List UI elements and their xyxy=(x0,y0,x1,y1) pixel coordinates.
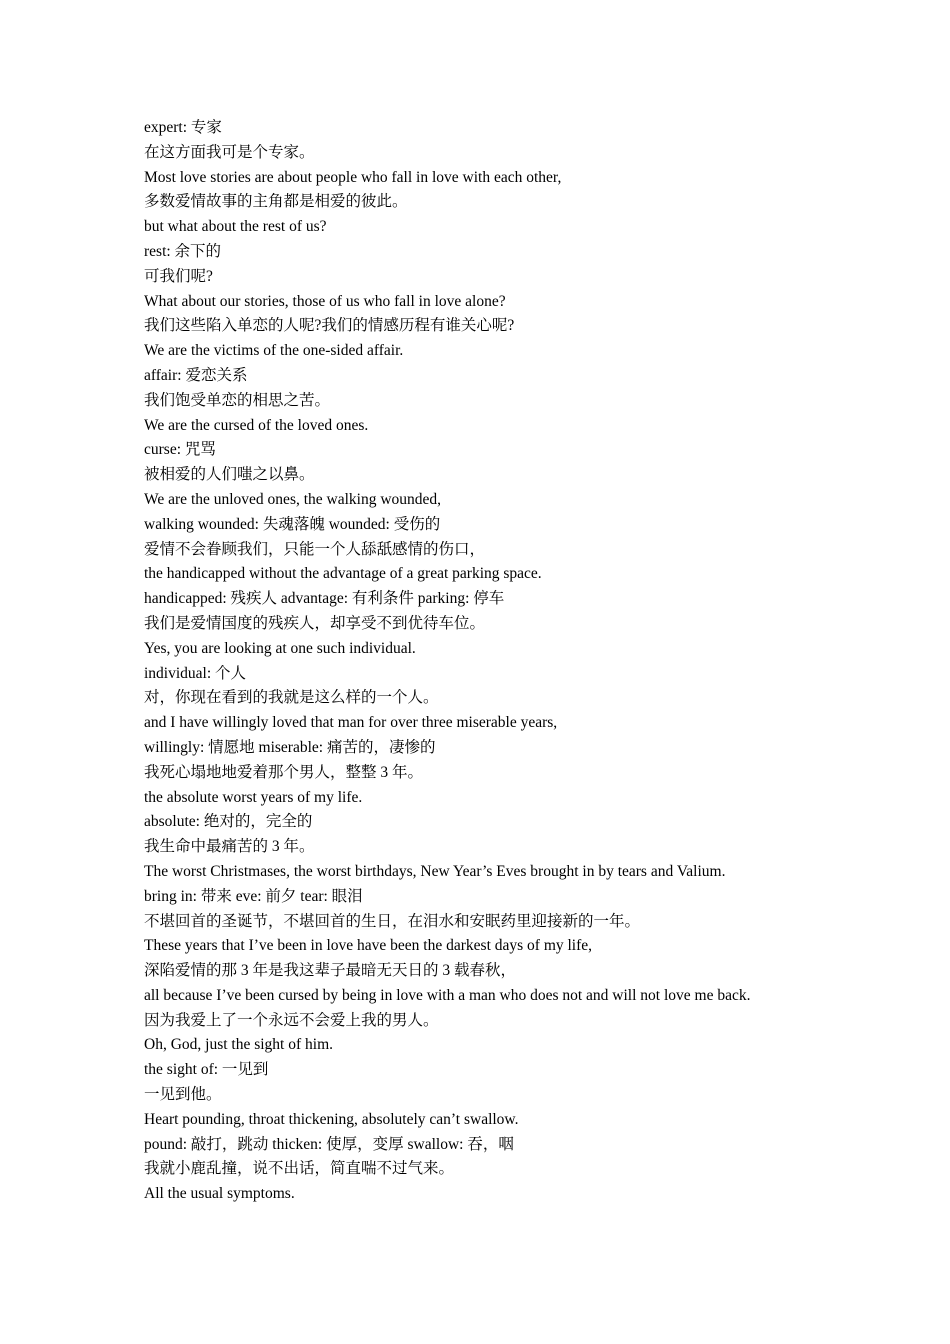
text-line: Most love stories are about people who fall in love with each other, xyxy=(144,168,562,186)
text-line: We are the unloved ones, the walking wounded, xyxy=(144,490,442,508)
text-line: but what about the rest of us? xyxy=(144,218,327,236)
text-line: walking wounded: 失魂落魄 wounded: 受伤的 xyxy=(144,515,441,533)
text-line: 我们是爱情国度的残疾人，却享受不到优待车位。 xyxy=(144,614,486,632)
text-line: absolute: 绝对的，完全的 xyxy=(144,813,313,831)
text-line: curse: 咒骂 xyxy=(144,441,216,459)
text-line: affair: 爱恋关系 xyxy=(144,366,248,384)
text-line: 在这方面我可是个专家。 xyxy=(144,143,315,161)
text-line: the sight of: 一见到 xyxy=(144,1061,269,1079)
text-line: 被相爱的人们嗤之以鼻。 xyxy=(144,466,315,484)
text-line: 不堪回首的圣诞节，不堪回首的生日，在泪水和安眠药里迎接新的一年。 xyxy=(144,912,641,930)
text-line: What about our stories, those of us who fall in love alone? xyxy=(144,292,506,310)
text-line: 一见到他。 xyxy=(144,1086,222,1104)
text-line: 我就小鹿乱撞，说不出话，简直喘不过气来。 xyxy=(144,1160,455,1178)
text-line: bring in: 带来 eve: 前夕 tear: 眼泪 xyxy=(144,887,363,905)
text-line: 对，你现在看到的我就是这么样的一个人。 xyxy=(144,689,439,707)
text-line: handicapped: 残疾人 advantage: 有利条件 parking: 停车 xyxy=(144,590,505,608)
text-line: The worst Christmases, the worst birthdays, New Year’s Eves brought in by tears and Valium. xyxy=(144,862,726,880)
text-line: rest: 余下的 xyxy=(144,242,222,260)
text-line: These years that I’ve been in love have been the darkest days of my life, xyxy=(144,937,593,955)
text-line: the handicapped without the advantage of a great parking space. xyxy=(144,565,542,583)
text-line: Heart pounding, throat thickening, absolutely can’t swallow. xyxy=(144,1110,519,1128)
text-line: expert: 专家 xyxy=(144,119,222,136)
text-line: Oh, God, just the sight of him. xyxy=(144,1036,334,1054)
text-line: 爱情不会眷顾我们，只能一个人舔舐感情的伤口， xyxy=(144,540,486,558)
text-line: All the usual symptoms. xyxy=(144,1185,295,1203)
text-line: willingly: 情愿地 miserable: 痛苦的，凄惨的 xyxy=(144,738,436,756)
text-line: 我生命中最痛苦的 3 年。 xyxy=(144,838,315,856)
text-line: 多数爱情故事的主角都是相爱的彼此。 xyxy=(144,193,408,211)
text-line: 深陷爱情的那 3 年是我这辈子最暗无天日的 3 载春秋， xyxy=(144,962,517,980)
text-line: 我死心塌地地爱着那个男人，整整 3 年。 xyxy=(144,763,424,781)
text-line: 因为我爱上了一个永远不会爱上我的男人。 xyxy=(144,1011,439,1029)
bilingual-text-block xyxy=(144,116,934,1207)
text-line: all because I’ve been cursed by being in love with a man who does not and will not love me back. xyxy=(144,986,751,1004)
text-line: 我们这些陷入单恋的人呢?我们的情感历程有谁关心呢? xyxy=(144,317,515,335)
text-line: and I have willingly loved that man for over three miserable years, xyxy=(144,714,558,732)
text-line: individual: 个人 xyxy=(144,664,247,682)
text-line: the absolute worst years of my life. xyxy=(144,788,363,806)
text-line: Yes, you are looking at one such individual. xyxy=(144,639,416,657)
text-line: We are the cursed of the loved ones. xyxy=(144,416,369,434)
text-line: 可我们呢? xyxy=(144,267,213,285)
text-line: pound: 敲打，跳动 thicken: 使厚，变厚 swallow: 吞，咽 xyxy=(144,1135,514,1153)
text-line: 我们饱受单恋的相思之苦。 xyxy=(144,391,331,409)
text-line: We are the victims of the one-sided affair. xyxy=(144,342,404,360)
